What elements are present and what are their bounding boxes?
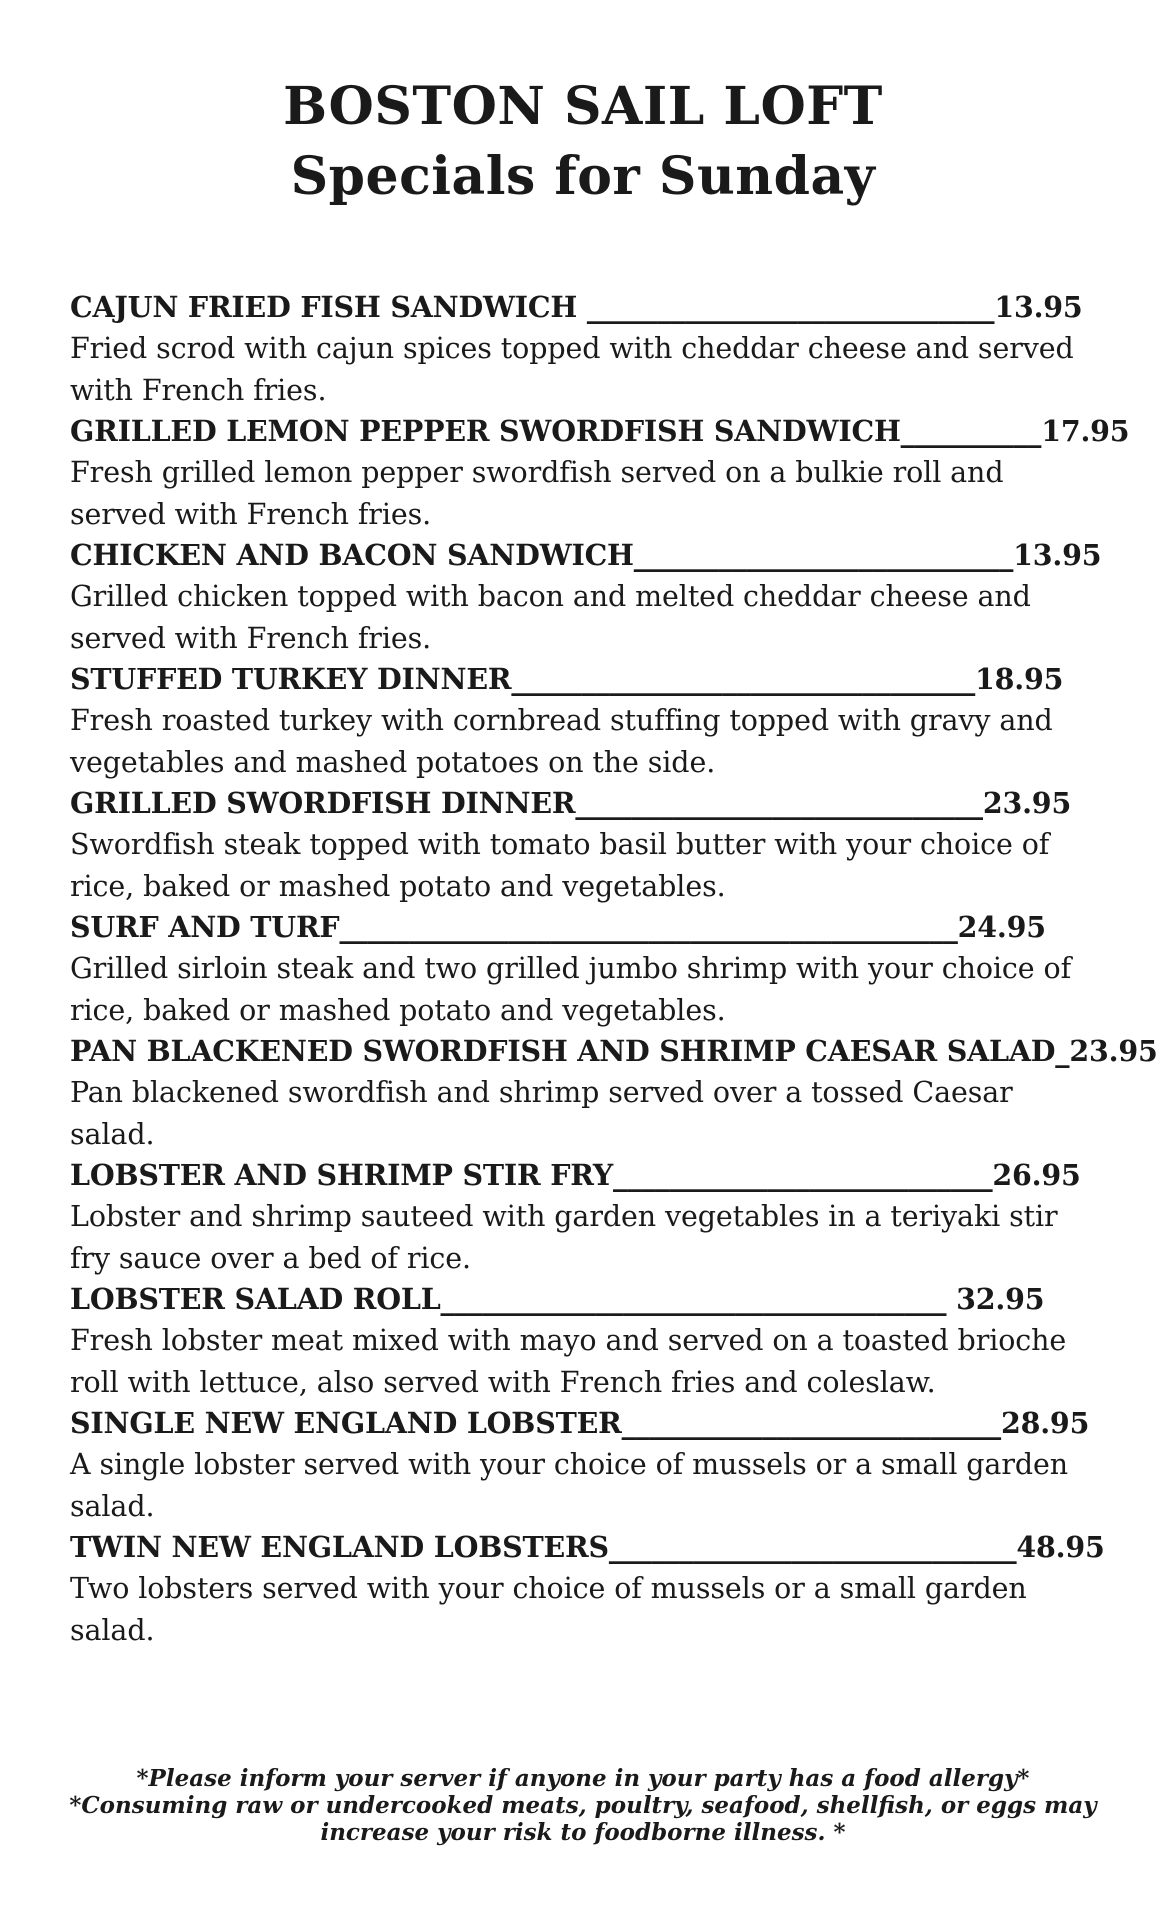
price-leader: __________ [900, 414, 1042, 448]
item-price: 24.95 [957, 910, 1046, 944]
price-leader: _____________________________ [586, 290, 995, 324]
item-price: 17.95 [1041, 414, 1130, 448]
menu-item [70, 1527, 1105, 1651]
item-title-line [70, 1279, 1100, 1320]
raw-food-warning-line-2: increase your risk to foodborne illness. * [320, 1819, 846, 1846]
item-description: A single lobster served with your choice of mussels or a small garden salad. [70, 1448, 1069, 1523]
price-leader: ___________________________ [633, 538, 1014, 572]
item-description: Lobster and shrimp sauteed with garden vegetables in a teriyaki stir fry sauce over a bed of rice. [70, 1200, 1058, 1275]
item-title-line [70, 1155, 1100, 1196]
specials-title: Specials for Sunday [290, 146, 876, 207]
item-name: PAN BLACKENED SWORDFISH AND SHRIMP CAESAR SALAD [70, 1034, 1056, 1068]
item-price: 13.95 [1013, 538, 1102, 572]
raw-food-warning-line-1: *Consuming raw or undercooked meats, poultry, seafood, shellfish, or eggs may [69, 1792, 1097, 1819]
item-title-line [70, 411, 1130, 452]
item-price: 18.95 [975, 662, 1064, 696]
menu-item [70, 1155, 1100, 1279]
menu-item [70, 411, 1130, 535]
item-description: Grilled chicken topped with bacon and melted cheddar cheese and served with French fries. [70, 580, 1031, 655]
price-leader: _____________________________ [575, 786, 983, 820]
item-description: Pan blackened swordfish and shrimp served over a tossed Caesar salad. [70, 1076, 1013, 1151]
item-description: Two lobsters served with your choice of mussels or a small garden salad. [70, 1572, 1027, 1647]
price-leader: ____________________________________ [440, 1282, 947, 1316]
price-leader: _____________________________ [608, 1530, 1017, 1564]
item-title-line [70, 535, 1100, 576]
item-name: LOBSTER AND SHRIMP STIR FRY [70, 1158, 614, 1192]
item-title-line [70, 907, 1100, 948]
item-name: SINGLE NEW ENGLAND LOBSTER [70, 1406, 622, 1440]
specials-list [70, 287, 1158, 1651]
menu-item [70, 1279, 1100, 1403]
item-price: 48.95 [1016, 1530, 1105, 1564]
item-name: LOBSTER SALAD ROLL [70, 1282, 441, 1316]
item-name: STUFFED TURKEY DINNER [70, 662, 512, 696]
menu-item [70, 1031, 1158, 1155]
item-price: 28.95 [1000, 1406, 1090, 1440]
item-name: CAJUN FRIED FISH SANDWICH [70, 290, 587, 324]
item-name: GRILLED LEMON PEPPER SWORDFISH SANDWICH [70, 414, 901, 448]
menu-item [70, 783, 1100, 907]
menu-item [70, 287, 1100, 411]
item-price: 32.95 [946, 1282, 1045, 1316]
price-leader: _ [1055, 1034, 1070, 1068]
item-description: Grilled sirloin steak and two grilled jumbo shrimp with your choice of rice, baked or mashed potato and vegetables. [70, 952, 1072, 1027]
allergy-note: *Please inform your server if anyone in your party has a food allergy* [136, 1765, 1030, 1792]
price-leader: ___________________________ [613, 1158, 993, 1192]
menu-item [70, 659, 1100, 783]
restaurant-name: BOSTON SAIL LOFT [283, 76, 883, 137]
item-price: 13.95 [994, 290, 1083, 324]
item-description: Fresh lobster meat mixed with mayo and served on a toasted brioche roll with lettuce, also served with French fries and coleslaw. [70, 1324, 1067, 1399]
item-price: 23.95 [1069, 1034, 1158, 1068]
item-name: GRILLED SWORDFISH DINNER [70, 786, 576, 820]
menu-footer [0, 1765, 1166, 1846]
item-description: Fried scrod with cajun spices topped with cheddar cheese and served with French fries. [70, 332, 1074, 407]
item-title-line [70, 659, 1100, 700]
menu-item [70, 907, 1100, 1031]
item-price: 26.95 [992, 1158, 1081, 1192]
raw-food-warning [0, 1792, 1166, 1846]
item-title-line [70, 1031, 1158, 1072]
item-title-line [70, 287, 1100, 328]
item-name: CHICKEN AND BACON SANDWICH [70, 538, 634, 572]
item-title-line [70, 1527, 1105, 1568]
item-description: Fresh roasted turkey with cornbread stuffing topped with gravy and vegetables and mashed potatoes on the side. [70, 704, 1053, 779]
item-name: SURF AND TURF [70, 910, 340, 944]
item-title-line [70, 1403, 1100, 1444]
price-leader: ___________________________ [621, 1406, 1001, 1440]
item-description: Fresh grilled lemon pepper swordfish served on a bulkie roll and served with French fries. [70, 456, 1004, 531]
price-leader: _________________________________ [511, 662, 975, 696]
menu-item [70, 535, 1100, 659]
menu-header [0, 72, 1166, 212]
item-description: Swordfish steak topped with tomato basil butter with your choice of rice, baked or mashed potato and vegetables. [70, 828, 1050, 903]
item-price: 23.95 [982, 786, 1072, 820]
menu-item [70, 1403, 1100, 1527]
price-leader: ____________________________________________ [339, 910, 958, 944]
item-title-line [70, 783, 1100, 824]
item-name: TWIN NEW ENGLAND LOBSTERS [70, 1530, 609, 1564]
